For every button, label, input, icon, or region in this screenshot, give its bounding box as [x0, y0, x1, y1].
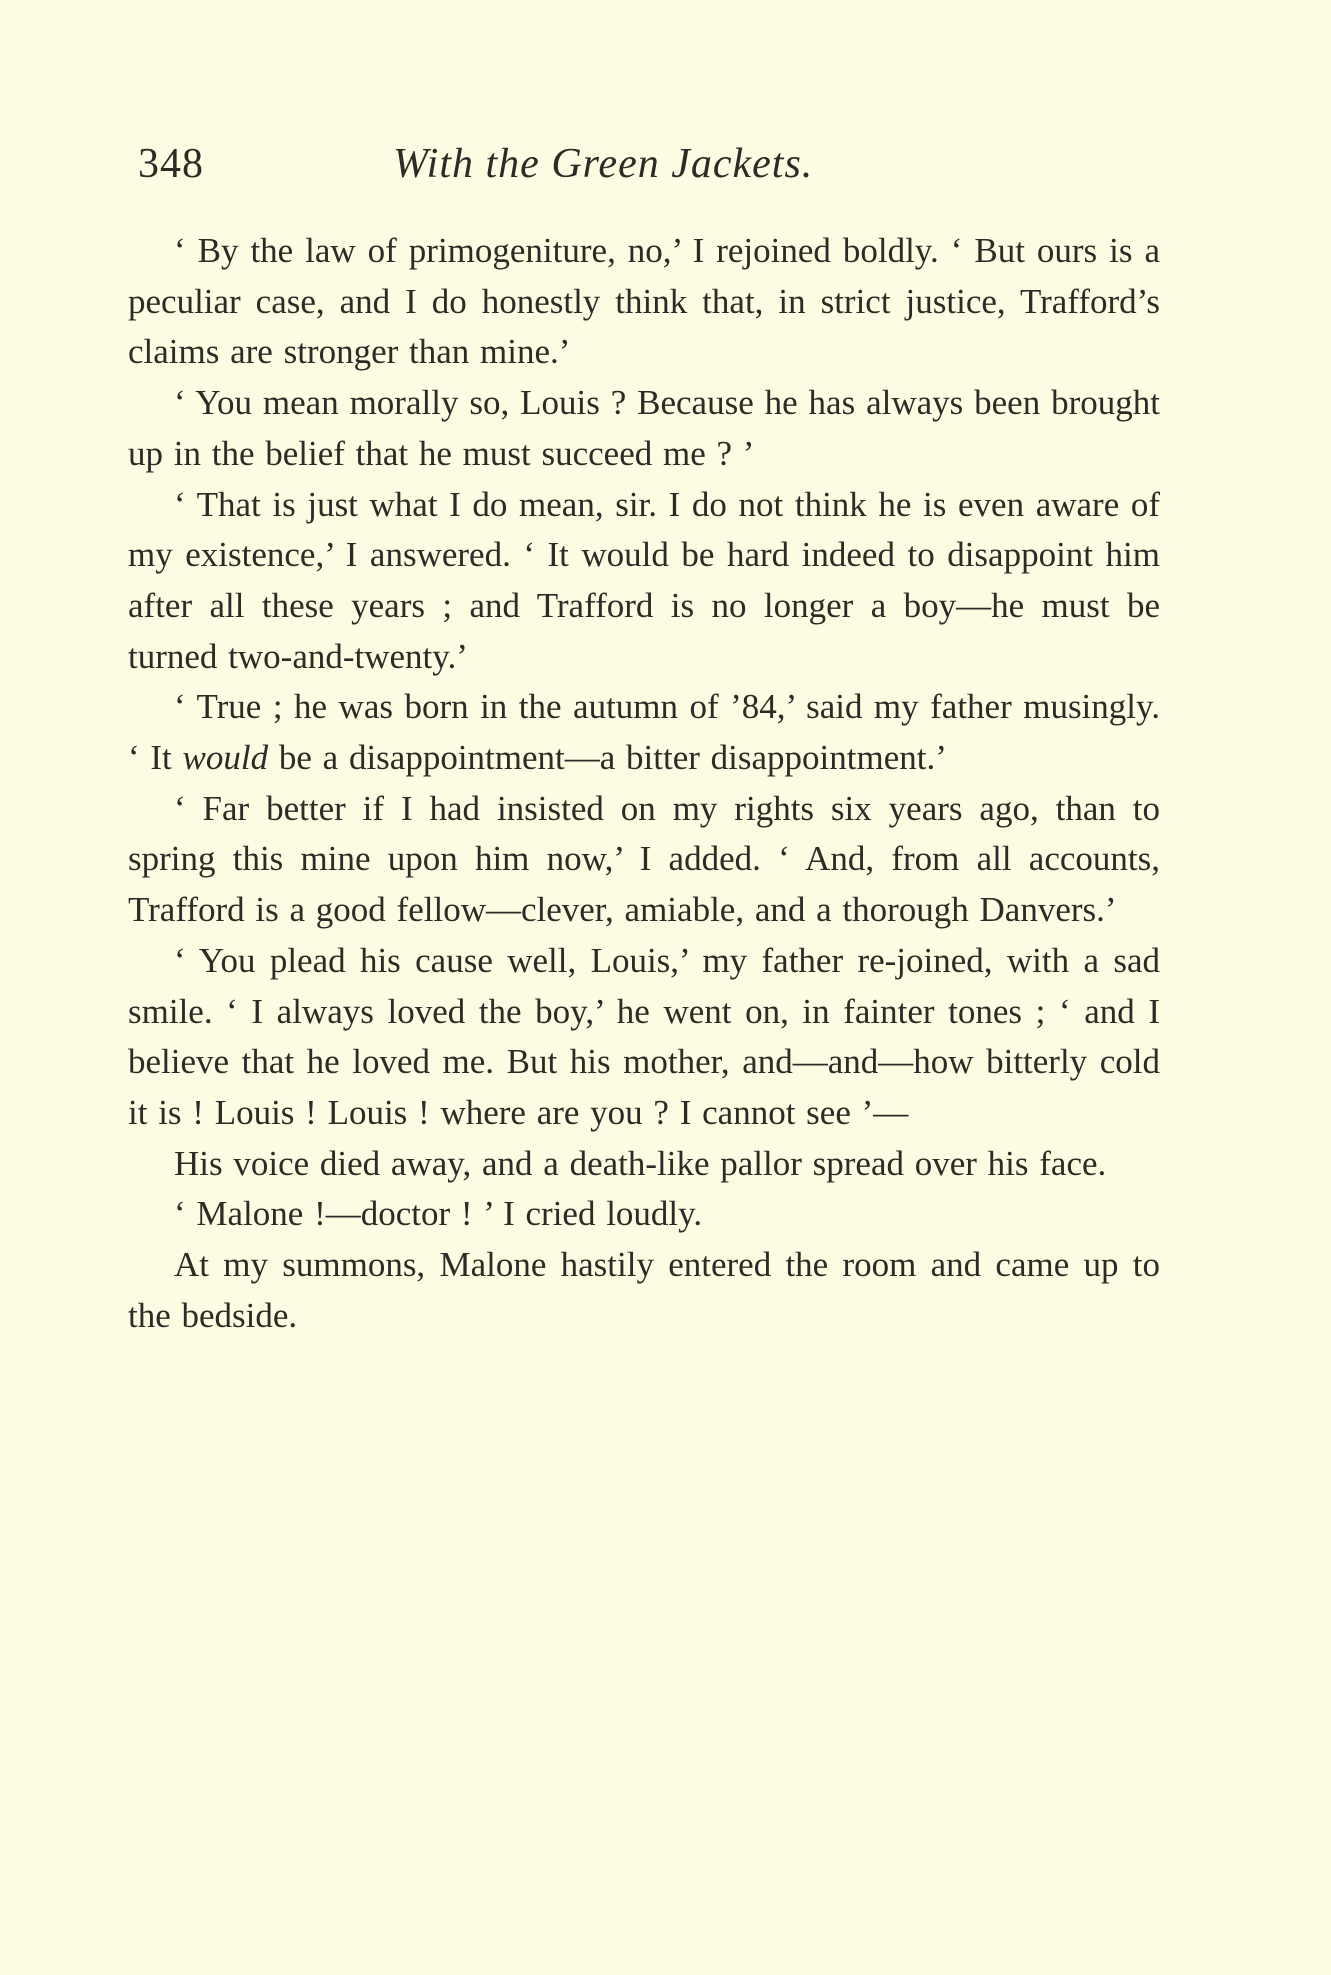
- book-page: [128, 0, 1160, 1975]
- page-number: 348: [138, 141, 204, 187]
- paragraph: ‘ You plead his cause well, Louis,’ my father re-joined, with a sad smile. ‘ I always loved the boy,’ he went on, in fainter tones ; ‘ and I believe that he loved me. But his mother, and—and—how bitterly cold it is ! Louis ! Louis ! where are you ? I cannot see ’—: [128, 940, 1160, 1132]
- emphasized-word: would: [182, 738, 269, 778]
- running-title: With the Green Jackets.: [393, 141, 814, 187]
- paragraph-text-after: be a disappointment—a bitter disappointment.’: [268, 738, 947, 778]
- paragraph: ‘ By the law of primogeniture, no,’ I rejoined boldly. ‘ But ours is a peculiar case, and I do honestly think that, in strict justice, Trafford’s claims are stronger than mine.’: [128, 231, 1160, 372]
- paragraph-text-before: ‘ True ; he was born in the autumn of ’84,’ said my father musingly. ‘ It: [128, 687, 1160, 778]
- paragraph: ‘ Far better if I had insisted on my rights six years ago, than to spring this mine upon him now,’ I added. ‘ And, from all accounts, Trafford is a good fellow—clever, amiable, and a thorough Danvers.’: [128, 788, 1160, 930]
- paragraph: ‘ You mean morally so, Louis ? Because he has always been brought up in the belief that he must succeed me ? ’: [128, 383, 1160, 473]
- paragraph: ‘ That is just what I do mean, sir. I do not think he is even aware of my existence,’ I answered. ‘ It would be hard indeed to disappoint him after all these years ; and Trafford is no longer a boy—he must be turned two-and-twenty.’: [128, 484, 1160, 676]
- paragraph: ‘ Malone !—doctor ! ’ I cried loudly.: [174, 1194, 703, 1234]
- paragraph: [128, 682, 1160, 783]
- body-text: [128, 226, 1160, 1341]
- paragraph: At my summons, Malone hastily entered the room and came up to the bedside.: [128, 1245, 1160, 1335]
- paragraph: His voice died away, and a death-like pallor spread over his face.: [174, 1143, 1107, 1183]
- page-header: [128, 134, 1160, 194]
